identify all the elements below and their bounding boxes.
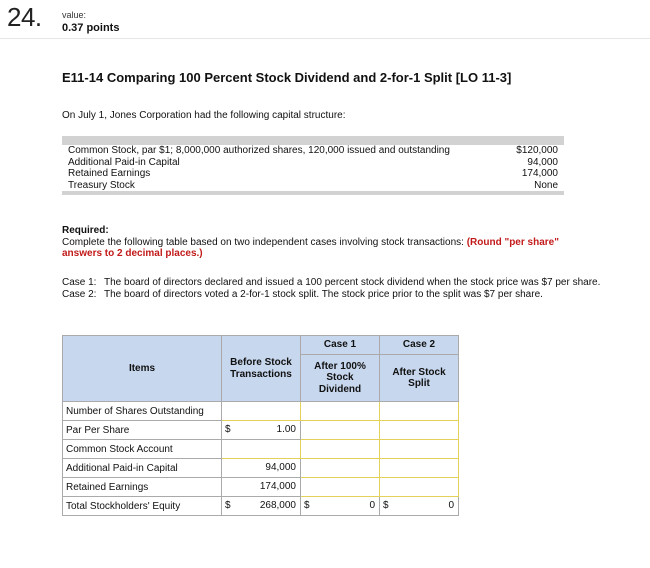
table-row xyxy=(63,459,459,478)
header-case1: Case 1 xyxy=(301,336,380,355)
header-case2: Case 2 xyxy=(380,336,459,355)
re-case2-input[interactable] xyxy=(380,478,459,497)
header-divider xyxy=(0,38,650,39)
apic-before-value: 94,000 xyxy=(222,459,301,478)
dollar-sign: $ xyxy=(304,500,310,511)
header-before: Before Stock Transactions xyxy=(222,336,301,402)
table-row xyxy=(63,497,459,516)
header-case1-sub: After 100% Stock Dividend xyxy=(301,355,380,402)
case-label: Case 2: xyxy=(62,288,97,300)
header-case2-sub: After Stock Split xyxy=(380,355,459,402)
row-label: Par Per Share xyxy=(63,421,222,440)
required-section xyxy=(62,225,592,260)
cap-amount: 174,000 xyxy=(521,168,558,179)
required-text: Complete the following table based on two independent cases involving stock transactions: xyxy=(62,236,467,248)
total-before-value: $ 268,000 xyxy=(222,497,301,516)
cs-case2-input[interactable] xyxy=(380,440,459,459)
cap-label: Treasury Stock xyxy=(68,179,135,191)
par-case1-input[interactable] xyxy=(301,421,380,440)
points-value: 0.37 points xyxy=(62,22,120,34)
re-case1-input[interactable] xyxy=(301,478,380,497)
row-label: Number of Shares Outstanding xyxy=(63,402,222,421)
apic-case1-input[interactable] xyxy=(301,459,380,478)
total-case2-value: $ 0 xyxy=(380,497,459,516)
rounding-note: (Round "per share" answers to 2 decimal places.) xyxy=(62,236,559,259)
cap-row xyxy=(62,145,564,157)
row-label: Retained Earnings xyxy=(63,478,222,497)
dollar-sign: $ xyxy=(225,500,231,511)
cap-amount: $120,000 xyxy=(516,145,558,156)
table-row xyxy=(63,421,459,440)
case-2 xyxy=(62,289,602,301)
par-before-value: $ 1.00 xyxy=(222,421,301,440)
cap-amount: None xyxy=(534,179,558,191)
cases-section xyxy=(62,277,602,300)
case-1 xyxy=(62,277,602,289)
dollar-sign: $ xyxy=(383,500,389,511)
row-label: Common Stock Account xyxy=(63,440,222,459)
cs-case1-input[interactable] xyxy=(301,440,380,459)
cap-label: Retained Earnings xyxy=(68,168,151,179)
capital-structure-table xyxy=(62,136,564,195)
header-items: Items xyxy=(63,336,222,402)
re-before-value: 174,000 xyxy=(222,478,301,497)
problem-title: E11-14 Comparing 100 Percent Stock Dividend and 2-for-1 Split [LO 11-3] xyxy=(62,70,512,85)
total-case1-value: $ 0 xyxy=(301,497,380,516)
table-row xyxy=(63,478,459,497)
table-row xyxy=(63,402,459,421)
dollar-sign: $ xyxy=(225,424,231,435)
question-number: 24. xyxy=(7,2,42,32)
answer-table xyxy=(62,335,459,516)
case-label: Case 1: xyxy=(62,277,97,288)
cap-row xyxy=(62,157,564,169)
shares-case1-input[interactable] xyxy=(301,402,380,421)
case-text: The board of directors voted a 2-for-1 stock split. The stock price prior to the split was $7 per share. xyxy=(104,288,543,300)
cap-row xyxy=(62,180,564,192)
table-row xyxy=(63,440,459,459)
value-label: value: xyxy=(62,10,87,20)
row-label: Total Stockholders' Equity xyxy=(63,497,222,516)
case-text: The board of directors declared and issued a 100 percent stock dividend when the stock price was $7 per share. xyxy=(104,277,601,288)
shares-before-input[interactable] xyxy=(222,402,301,421)
cap-amount: 94,000 xyxy=(527,156,558,168)
cap-row xyxy=(62,168,564,180)
par-case2-input[interactable] xyxy=(380,421,459,440)
required-heading: Required: xyxy=(62,225,109,236)
intro-text: On July 1, Jones Corporation had the following capital structure: xyxy=(62,110,346,121)
apic-case2-input[interactable] xyxy=(380,459,459,478)
cs-before-input[interactable] xyxy=(222,440,301,459)
shares-case2-input[interactable] xyxy=(380,402,459,421)
cap-label: Additional Paid-in Capital xyxy=(68,156,180,168)
row-label: Additional Paid-in Capital xyxy=(63,459,222,478)
cap-label: Common Stock, par $1; 8,000,000 authorized shares, 120,000 issued and outstanding xyxy=(68,145,450,156)
